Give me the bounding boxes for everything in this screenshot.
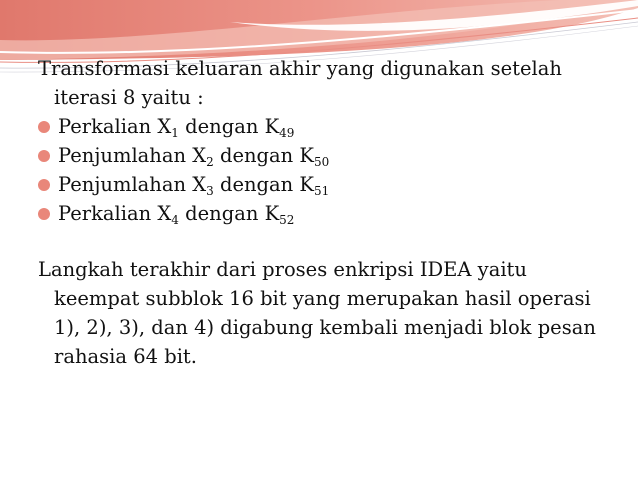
conclusion-line-4: rahasia 64 bit. — [54, 345, 197, 368]
bullet-dot-icon — [38, 150, 50, 162]
spacer — [38, 228, 618, 255]
bullet-item — [38, 112, 618, 141]
bullet-item — [38, 199, 618, 228]
bullet-item — [38, 141, 618, 170]
intro-line-2: iterasi 8 yaitu : — [54, 86, 204, 109]
intro-line-1: Transformasi keluaran akhir yang digunakan setelah — [38, 57, 562, 80]
slide-body — [38, 54, 618, 371]
bullet-dot-icon — [38, 121, 50, 133]
conclusion-line-2: keempat subblok 16 bit yang merupakan hasil operasi — [54, 287, 591, 310]
bullet-text: Penjumlahan $X_2$ dengan $K_{50}$ — [58, 144, 330, 169]
conclusion-line-3: 1), 2), 3), dan 4) digabung kembali menjadi blok pesan — [54, 316, 596, 339]
bullet-text: Perkalian $X_4$ dengan $K_{52}$ — [58, 202, 295, 227]
bullet-dot-icon — [38, 179, 50, 191]
bullet-text: Penjumlahan $X_3$ dengan $K_{51}$ — [58, 173, 330, 198]
conclusion-line-1: Langkah terakhir dari proses enkripsi IDEA yaitu — [38, 258, 527, 281]
bullet-dot-icon — [38, 208, 50, 220]
bullet-item — [38, 170, 618, 199]
bullet-text: Perkalian $X_1$ dengan $K_{49}$ — [58, 115, 295, 140]
